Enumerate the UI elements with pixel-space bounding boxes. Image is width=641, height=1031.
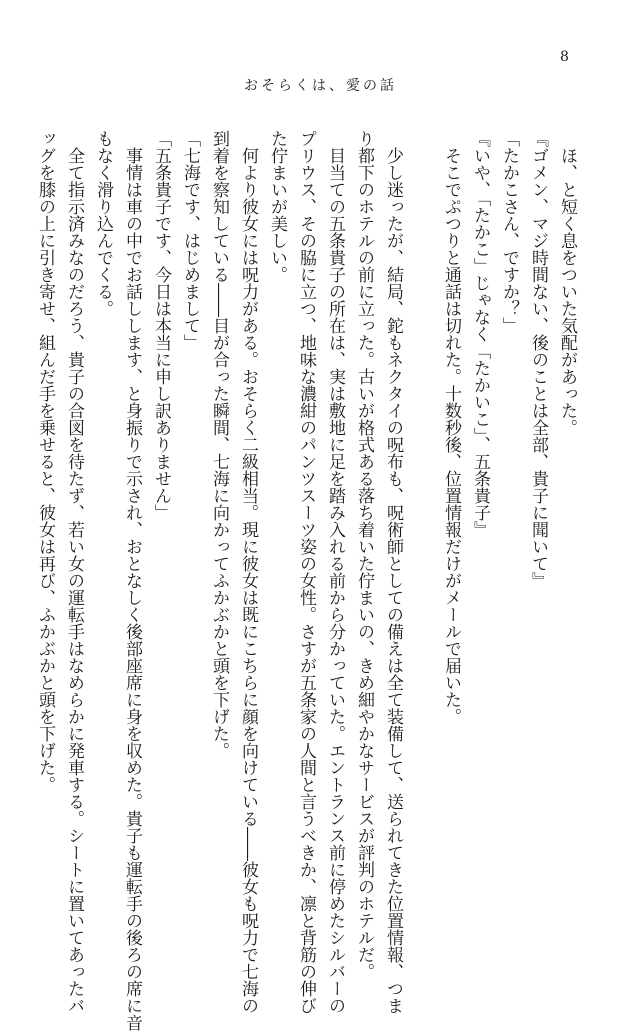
text-line: 何より彼女には呪力がある。おそらく二級相当。現に彼女は既にこちらに顔を向けている――彼女も呪力で七海の: [238, 130, 258, 1014]
running-header: おそらくは、愛の話: [244, 78, 397, 94]
text-line: 「七海です、はじめまして」: [180, 130, 200, 351]
text-line: 『いや、「たかこ」じゃなく「たかいこ」、五条貴子』: [470, 130, 490, 538]
text-line: プリウス、その脇に立つ、地味な濃紺のパンツスーツ姿の女性。さすが五条家の人間と言うべきか、凛と背筋の伸び: [296, 130, 316, 1014]
text-line: 『ゴメン、マジ時間ない、後のことは全部、貴子に聞いて』: [528, 130, 548, 589]
text-line: 目当ての五条貴子の所在は、実は敷地に足を踏み入れる前から分かっていた。エントランス前に停めたシルバーの: [325, 130, 345, 1014]
text-line: 「五条貴子です、今日は本当に申し訳ありません」: [151, 130, 171, 521]
text-line: 「たかこさん、ですか？」: [499, 130, 519, 334]
text-line: た佇まいが美しい。: [267, 130, 287, 283]
section-break: [407, 130, 436, 870]
text-line: り都下のホテルの前に立った。古いが格式ある落ち着いた佇まいの、きめ細やかなサービスが評判のホテルだ。: [354, 130, 374, 980]
text-line: 事情は車の中でお話しします、と身振りで示され、おとなしく後部座席に身を収めた。貴子も運転手の後ろの席に音: [122, 130, 142, 1031]
text-line: ほ、と短く息をついた気配があった。: [557, 130, 577, 436]
page-number: 8: [560, 49, 569, 65]
text-line: 全て指示済みなのだろう、貴子の合図を待たず、若い女の運転手はなめらかに発車する。シートに置いてあったバ: [64, 130, 84, 1014]
text-line: ッグを膝の上に引き寄せ、組んだ手を乗せると、彼女は再び、ふかぶかと頭を下げた。: [35, 130, 55, 793]
text-line: もなく滑り込んでくる。: [93, 130, 113, 317]
text-line: そこでぷつりと通話は切れた。十数秒後、位置情報だけがメールで届いた。: [441, 130, 461, 725]
text-line: 到着を察知している――目が合った瞬間、七海に向かってふかぶかと頭を下げた。: [209, 130, 229, 759]
body-text: [35, 130, 581, 1031]
text-line: 少し迷ったが、結局、鉈もネクタイの呪布も、呪術師としての備えは全て装備して、送られてきた位置情報、つま: [383, 130, 403, 1014]
